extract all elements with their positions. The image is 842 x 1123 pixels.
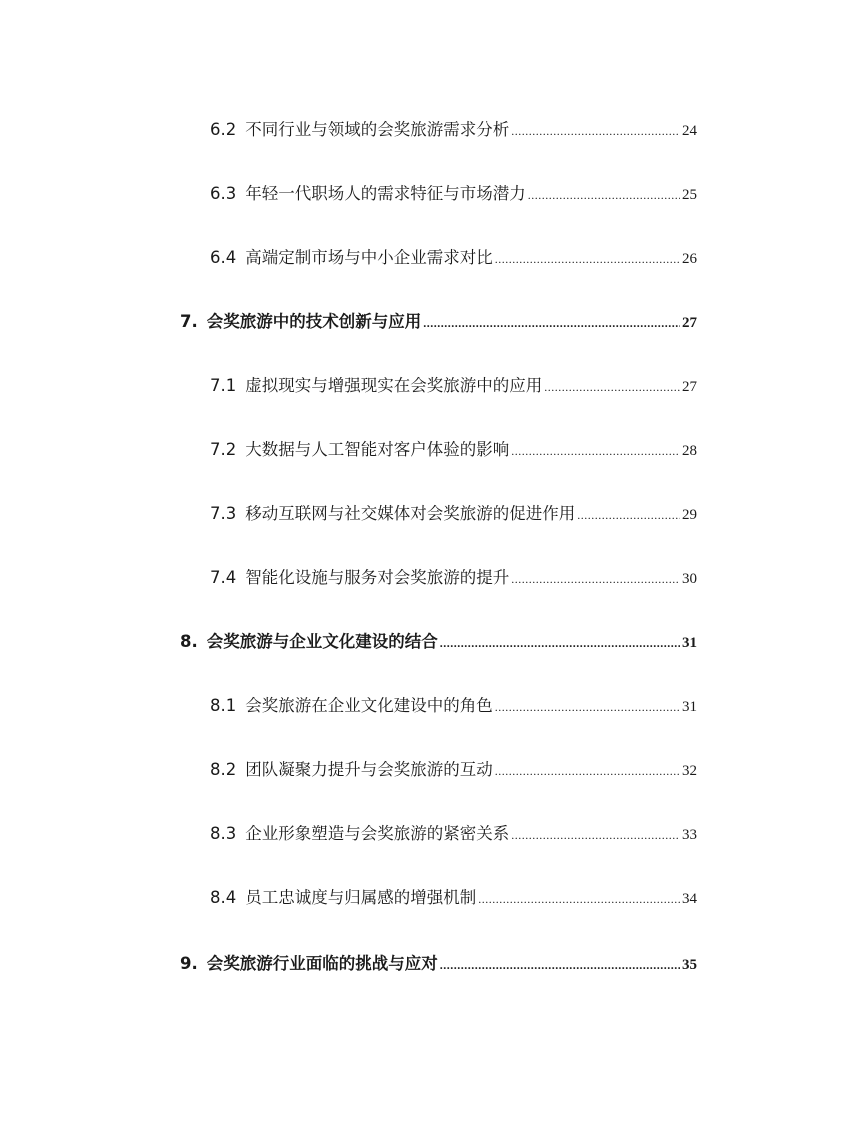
toc-entry-title: 团队凝聚力提升与会奖旅游的互动: [245, 760, 493, 779]
toc-entry-title: 年轻一代职场人的需求特征与市场潜力: [245, 184, 526, 203]
toc-entry-title: 虚拟现实与增强现实在会奖旅游中的应用: [245, 376, 543, 395]
toc-entry-number: 7.3: [210, 504, 237, 523]
toc-entry-number: 8.3: [210, 824, 237, 843]
toc-entry-title: 高端定制市场与中小企业需求对比: [245, 248, 493, 267]
toc-entry-page: 24: [682, 123, 697, 139]
toc-chapter-title: 会奖旅游行业面临的挑战与应对: [206, 954, 438, 973]
toc-entry-8-1[interactable]: [210, 694, 697, 718]
toc-entry-page: 27: [682, 379, 697, 395]
toc-entry-7-4[interactable]: [210, 566, 697, 590]
toc-leader-dots: [511, 439, 680, 463]
toc-chapter-7[interactable]: [180, 310, 697, 334]
toc-chapter-page: 35: [682, 957, 697, 973]
toc-chapter-number: 9.: [180, 954, 198, 973]
toc-entry-page: 34: [682, 891, 697, 907]
toc-entry-number: 8.1: [210, 696, 237, 715]
toc-entry-6-3[interactable]: [210, 182, 697, 206]
toc-chapter-title: 会奖旅游中的技术创新与应用: [206, 312, 422, 331]
toc-entry-title: 企业形象塑造与会奖旅游的紧密关系: [245, 824, 510, 843]
toc-entry-6-2[interactable]: [210, 118, 697, 142]
toc-entry-page: 28: [682, 443, 697, 459]
toc-chapter-8[interactable]: [180, 630, 697, 654]
toc-entry-number: 6.4: [210, 248, 237, 267]
toc-entry-page: 30: [682, 571, 697, 587]
toc-leader-dots: [440, 631, 680, 655]
toc-chapter-number: 8.: [180, 632, 198, 651]
toc-leader-dots: [423, 311, 680, 335]
toc-entry-7-3[interactable]: [210, 502, 697, 526]
toc-leader-dots: [440, 953, 680, 977]
toc-leader-dots: [511, 823, 680, 847]
toc-entry-page: 31: [682, 699, 697, 715]
toc-entry-title: 会奖旅游在企业文化建设中的角色: [245, 696, 493, 715]
toc-chapter-9[interactable]: [180, 952, 697, 976]
toc-chapter-page: 27: [682, 315, 697, 331]
toc-entry-7-2[interactable]: [210, 438, 697, 462]
toc-chapter-number: 7.: [180, 312, 198, 331]
toc-leader-dots: [511, 567, 680, 591]
toc-entry-number: 7.1: [210, 376, 237, 395]
toc-entry-8-2[interactable]: [210, 758, 697, 782]
toc-entry-page: 33: [682, 827, 697, 843]
toc-entry-6-4[interactable]: [210, 246, 697, 270]
toc-leader-dots: [495, 695, 680, 719]
toc-entry-title: 智能化设施与服务对会奖旅游的提升: [245, 568, 510, 587]
toc-entry-number: 7.2: [210, 440, 237, 459]
toc-leader-dots: [495, 247, 680, 271]
toc-chapter-title: 会奖旅游与企业文化建设的结合: [206, 632, 438, 651]
toc-entry-number: 7.4: [210, 568, 237, 587]
toc-entry-page: 25: [682, 187, 697, 203]
toc-leader-dots: [528, 183, 680, 207]
toc-entry-page: 26: [682, 251, 697, 267]
toc-entry-title: 员工忠诚度与归属感的增强机制: [245, 888, 477, 907]
toc-entry-8-3[interactable]: [210, 822, 697, 846]
toc-entry-title: 不同行业与领域的会奖旅游需求分析: [245, 120, 510, 139]
toc-leader-dots: [577, 503, 680, 527]
toc-leader-dots: [544, 375, 680, 399]
toc-entry-title: 移动互联网与社交媒体对会奖旅游的促进作用: [245, 504, 576, 523]
toc-entry-number: 6.2: [210, 120, 237, 139]
toc-entry-title: 大数据与人工智能对客户体验的影响: [245, 440, 510, 459]
toc-entry-page: 32: [682, 763, 697, 779]
toc-leader-dots: [495, 759, 680, 783]
toc-entry-page: 29: [682, 507, 697, 523]
toc-entry-number: 6.3: [210, 184, 237, 203]
toc-chapter-page: 31: [682, 635, 697, 651]
toc-entry-7-1[interactable]: [210, 374, 697, 398]
toc-leader-dots: [478, 887, 680, 911]
toc-entry-number: 8.2: [210, 760, 237, 779]
toc-leader-dots: [511, 119, 680, 143]
toc-entry-8-4[interactable]: [210, 886, 697, 910]
toc-entry-number: 8.4: [210, 888, 237, 907]
